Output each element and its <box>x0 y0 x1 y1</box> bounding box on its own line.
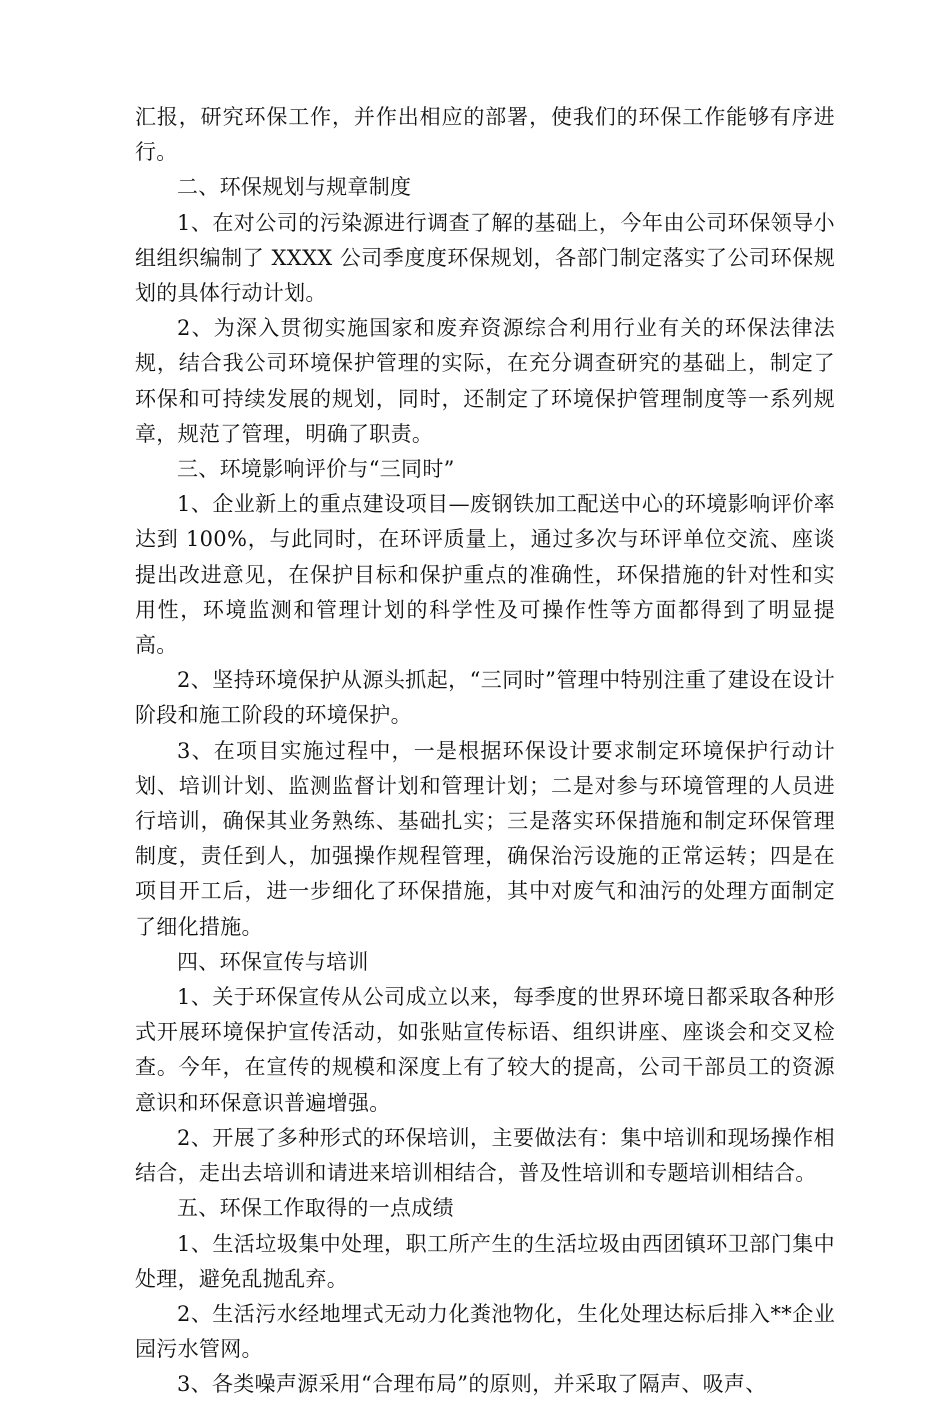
paragraph-continuation: 汇报，研究环保工作，并作出相应的部署，使我们的环保工作能够有序进行。 <box>135 105 835 165</box>
paragraph: 2、坚持环境保护从源头抓起，“三同时”管理中特别注重了建设在设计阶段和施工阶段的环境保护。 <box>135 668 835 728</box>
paragraph: 3、各类噪声源采用“合理布局”的原则，并采取了隔声、吸声、 <box>177 1372 767 1397</box>
section-heading-3: 三、环境影响评价与“三同时” <box>177 457 455 482</box>
section-heading-2: 二、环保规划与规章制度 <box>177 175 412 200</box>
paragraph: 2、为深入贯彻实施国家和废弃资源综合利用行业有关的环保法律法规，结合我公司环境保护管理的实际，在充分调查研究的基础上，制定了环保和可持续发展的规划，同时，还制定了环境保护管理制度等一系列规章，规范了管理，明确了职责。 <box>135 316 835 446</box>
paragraph: 3、在项目实施过程中，一是根据环保设计要求制定环境保护行动计划、培训计划、监测监督计划和管理计划；二是对参与环境管理的人员进行培训，确保其业务熟练、基础扎实；三是落实环保措施和制定环保管理制度，责任到人，加强操作规程管理，确保治污设施的正常运转；四是在项目开工后，进一步细化了环保措施，其中对废气和油污的处理方面制定了细化措施。 <box>135 738 835 939</box>
paragraph: 1、企业新上的重点建设项目—废钢铁加工配送中心的环境影响评价率达到 100%，与此同时，在环评质量上，通过多次与环评单位交流、座谈提出改进意见，在保护目标和保护重点的准确性，环保措施的针对性和实用性，环境监测和管理计划的科学性及可操作性等方面都得到了明显提高。 <box>135 492 835 658</box>
paragraph: 1、关于环保宣传从公司成立以来，每季度的世界环境日都采取各种形式开展环境保护宣传活动，如张贴宣传标语、组织讲座、座谈会和交叉检查。今年，在宣传的规模和深度上有了较大的提高，公司干部员工的资源意识和环保意识普遍增强。 <box>135 985 835 1115</box>
section-heading-4: 四、环保宣传与培训 <box>177 949 369 974</box>
paragraph: 1、在对公司的污染源进行调查了解的基础上，今年由公司环保领导小组组织编制了 XXXX 公司季度度环保规划，各部门制定落实了公司环保规划的具体行动计划。 <box>135 210 835 306</box>
document-body <box>135 100 835 1403</box>
paragraph: 2、开展了多种形式的环保培训，主要做法有：集中培训和现场操作相结合，走出去培训和请进来培训相结合，普及性培训和专题培训相结合。 <box>135 1125 835 1186</box>
paragraph: 1、生活垃圾集中处理，职工所产生的生活垃圾由西团镇环卫部门集中处理，避免乱抛乱弃。 <box>135 1231 835 1291</box>
section-heading-5: 五、环保工作取得的一点成绩 <box>177 1196 454 1221</box>
paragraph: 2、生活污水经地埋式无动力化粪池物化，生化处理达标后排入**企业园污水管网。 <box>135 1301 835 1362</box>
